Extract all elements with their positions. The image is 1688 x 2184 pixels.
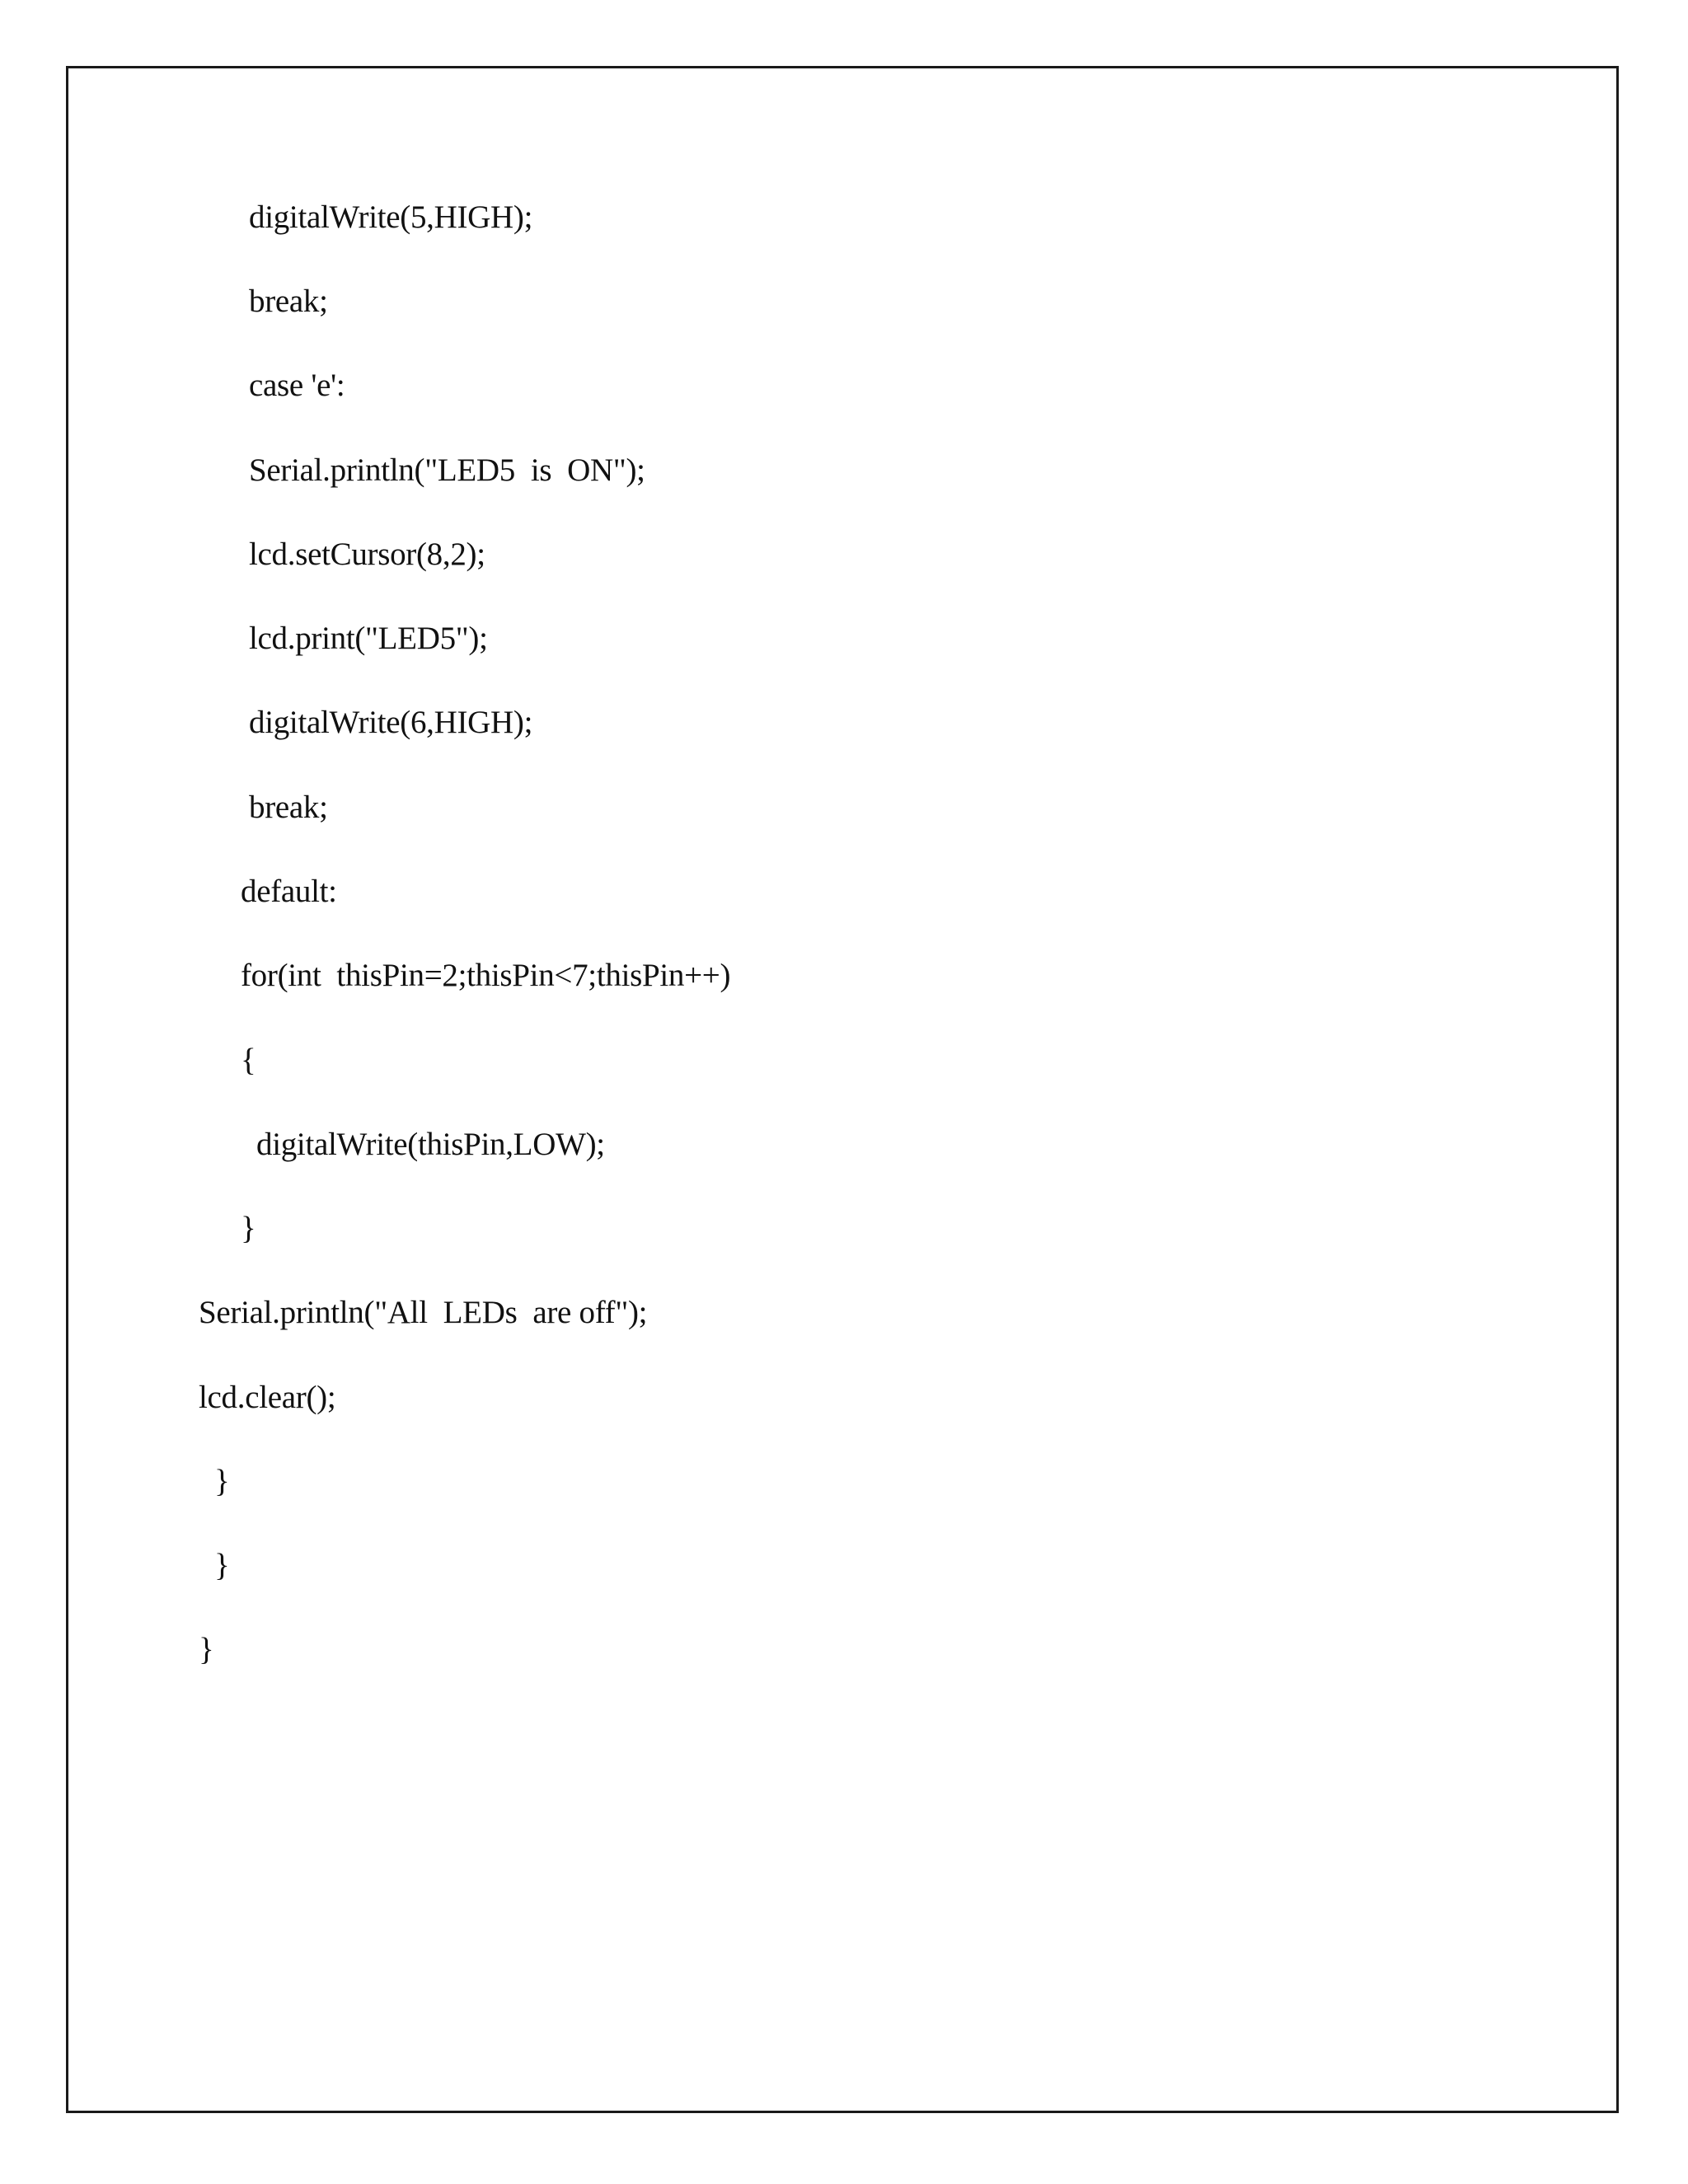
code-line: {: [241, 1043, 256, 1078]
code-line: }: [241, 1211, 256, 1246]
code-line: Serial.println("All LEDs are off");: [199, 1295, 648, 1330]
code-line: digitalWrite(6,HIGH);: [249, 705, 533, 740]
code-line: }: [199, 1632, 214, 1667]
code-line: }: [214, 1464, 230, 1499]
code-line: lcd.print("LED5");: [249, 621, 488, 656]
code-line: lcd.clear();: [199, 1380, 336, 1415]
code-line: break;: [249, 284, 328, 319]
code-line: digitalWrite(thisPin,LOW);: [256, 1127, 605, 1162]
code-line: default:: [241, 874, 337, 909]
code-line: for(int thisPin=2;thisPin<7;thisPin++): [241, 958, 731, 993]
code-line: case 'e':: [249, 368, 345, 403]
code-line: break;: [249, 790, 328, 825]
code-line: digitalWrite(5,HIGH);: [249, 199, 533, 235]
code-line: lcd.setCursor(8,2);: [249, 537, 485, 572]
code-line: }: [214, 1548, 230, 1583]
code-line: Serial.println("LED5 is ON");: [249, 452, 645, 488]
